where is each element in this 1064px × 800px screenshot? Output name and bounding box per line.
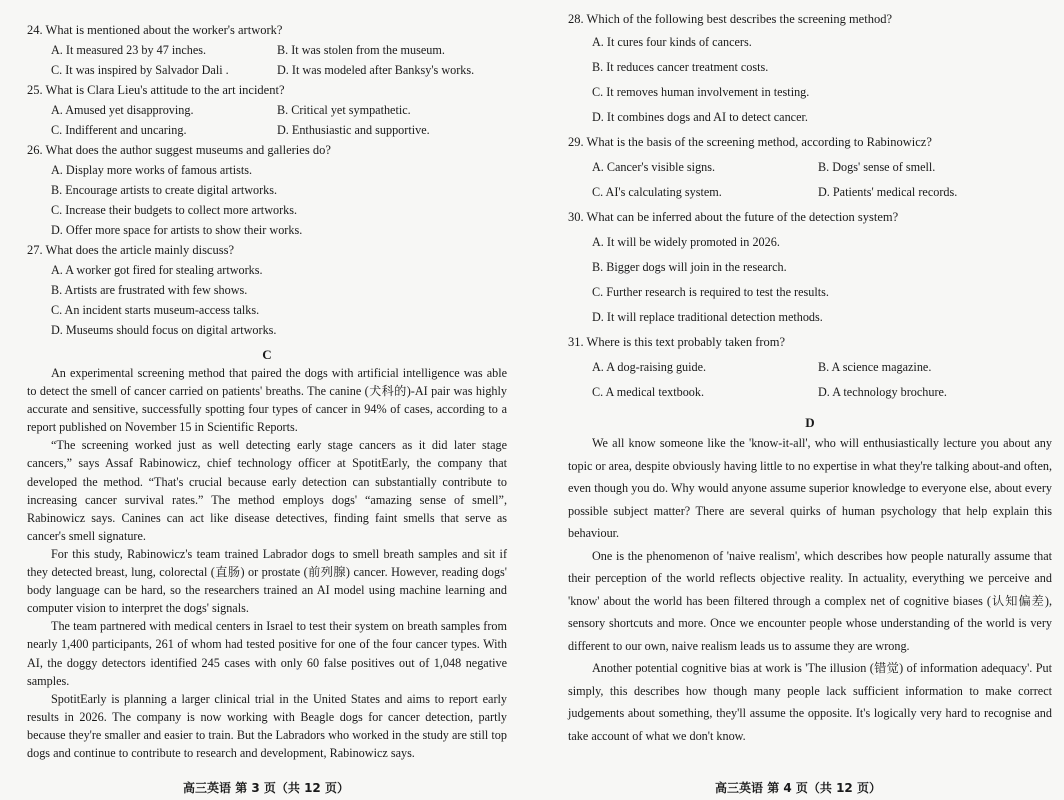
option: B. It reduces cancer treatment costs. (592, 60, 769, 74)
option: D. Offer more space for artists to show their works. (51, 223, 303, 237)
option: A. It measured 23 by 47 inches. (51, 43, 207, 57)
paragraph: “The screening worked just as well detecting early stage cancers as it did later stage cancers,” says Assaf Rabinowicz, chief technology officer at SpotitEarly, the company that developed the method. “That's crucial because early detection can substantially contribute to increasing cancer survival rates.” The method employs dogs' “amazing sense of smell”, Rabinowicz says. Canines can act like disease detectives, finding faint smells that serve as cancer's smell signature. (27, 438, 507, 543)
option: D. It will replace traditional detection methods. (592, 310, 823, 324)
question-25 (27, 80, 507, 140)
question-30 (568, 205, 1048, 330)
option: C. Further research is required to test the results. (592, 285, 829, 299)
option: D. Museums should focus on digital artworks. (51, 323, 277, 337)
option: A. Cancer's visible signs. (592, 160, 716, 174)
option: C. An incident starts museum-access talks. (51, 303, 260, 317)
paragraph: We all know someone like the 'know-it-all', who will enthusiastically lecture you about any topic or area, despite obviously having little to no expertise in what they're talking about-and often, even though you do. Why would anyone assume superior knowledge to everyone else, about every possible subject matter? There are several quirks of human psychology that help explain this behaviour. (568, 436, 1052, 540)
option: B. A science magazine. (818, 360, 932, 374)
option: D. A technology brochure. (818, 385, 947, 399)
question-stem: 28. Which of the following best describes the screening method? (568, 12, 892, 26)
paragraph: For this study, Rabinowicz's team trained Labrador dogs to smell breath samples and sit if they detected breast, lung, colorectal (直肠) or prostate (前列腺) cancer. However, reading dogs' body language can be hard, so the researchers trained an AI model using machine learning and computer vision to interpret the dogs' signals. (27, 546, 507, 616)
option: A. Display more works of famous artists. (51, 163, 253, 177)
option: B. Critical yet sympathetic. (277, 103, 411, 117)
option: B. It was stolen from the museum. (277, 43, 445, 57)
option: C. A medical textbook. (592, 385, 705, 399)
option: B. Dogs' sense of smell. (818, 160, 936, 174)
question-stem: 27. What does the article mainly discuss? (27, 243, 235, 257)
option: C. AI's calculating system. (592, 185, 722, 199)
option: A. It will be widely promoted in 2026. (592, 235, 780, 249)
question-stem: 29. What is the basis of the screening method, according to Rabinowicz? (568, 135, 932, 149)
question-stem: 25. What is Clara Lieu's attitude to the art incident? (27, 83, 285, 97)
question-28 (568, 8, 1048, 130)
paragraph: One is the phenomenon of 'naive realism', which describes how people naturally assume that their perception of the world reflects objective reality. In actuality, everything we perceive and 'know' about the world has been filtered through a complex net of cognitive biases (认知偏差), sensory shortcuts and more. Once we encounter people whose understanding of the world is very different to our own, naive realism leads us to assume they are wrong. (568, 548, 1052, 653)
option: B. Artists are frustrated with few shows. (51, 283, 248, 297)
option: A. It cures four kinds of cancers. (592, 35, 752, 49)
option: C. Increase their budgets to collect more artworks. (51, 203, 298, 217)
option: A. Amused yet disapproving. (51, 103, 194, 117)
question-stem: 24. What is mentioned about the worker's artwork? (27, 23, 283, 37)
questions-28-31 (568, 8, 1048, 405)
question-stem: 26. What does the author suggest museums and galleries do? (27, 143, 331, 157)
right-page (532, 0, 1064, 800)
question-27 (27, 240, 507, 340)
paragraph: The team partnered with medical centers in Israel to test their system on breath samples from nearly 1,400 participants, 261 of whom had tested positive for one of the four cancer types. With AI, the doggy detectors identified 245 cases with only 60 false positives out of 1,048 negative samples. (27, 619, 507, 688)
passage-c (27, 346, 507, 762)
option: C. It removes human involvement in testing. (592, 85, 810, 99)
question-24 (27, 20, 507, 80)
question-stem: 30. What can be inferred about the future of the detection system? (568, 210, 899, 224)
option: B. Encourage artists to create digital artworks. (51, 183, 278, 197)
question-31 (568, 330, 1048, 405)
questions-24-27 (27, 20, 507, 340)
section-label-d: D (805, 415, 815, 430)
section-label-c: C (262, 347, 272, 362)
question-stem: 31. Where is this text probably taken from? (568, 335, 786, 349)
option: D. Patients' medical records. (818, 185, 958, 199)
option: A. A dog-raising guide. (592, 360, 707, 374)
paragraph: SpotitEarly is planning a larger clinical trial in the United States and aims to report early results in 2026. The company is now working with Beagle dogs for cancer detection, partly because they're smaller and easier to train. But the Labradors who worked in the study are still top dogs and continue to contribute to research and development, Rabinowicz says. (27, 691, 507, 760)
option: C. Indifferent and uncaring. (51, 123, 187, 137)
paragraph: An experimental screening method that paired the dogs with artificial intelligence was able to detect the smell of cancer carried on patients' breaths. The canine (犬科的)-AI pair was highly accurate and sensitive, successfully spotting four types of cancer in 94% of cases, according to a report published on November 15 in Scientific Reports. (27, 366, 507, 435)
option: B. Bigger dogs will join in the research. (592, 260, 787, 274)
passage-d (568, 414, 1052, 747)
option: D. It combines dogs and AI to detect cancer. (592, 110, 808, 124)
page-footer: 高三英语 第 4 页（共 12 页） (715, 781, 881, 795)
page-footer: 高三英语 第 3 页（共 12 页） (183, 781, 349, 795)
option: D. Enthusiastic and supportive. (277, 123, 430, 137)
question-29 (568, 130, 1048, 205)
question-26 (27, 140, 507, 240)
option: C. It was inspired by Salvador Dali . (51, 63, 229, 77)
option: D. It was modeled after Banksy's works. (277, 63, 475, 77)
paragraph: Another potential cognitive bias at work is 'The illusion (错觉) of information adequacy'. Put simply, this describes how though many people lack sufficient information to make correct judgements about something, they'll assume the opposite. It's logically very hard to recognise and take account of what we don't know. (568, 661, 1052, 743)
option: A. A worker got fired for stealing artworks. (51, 263, 263, 277)
